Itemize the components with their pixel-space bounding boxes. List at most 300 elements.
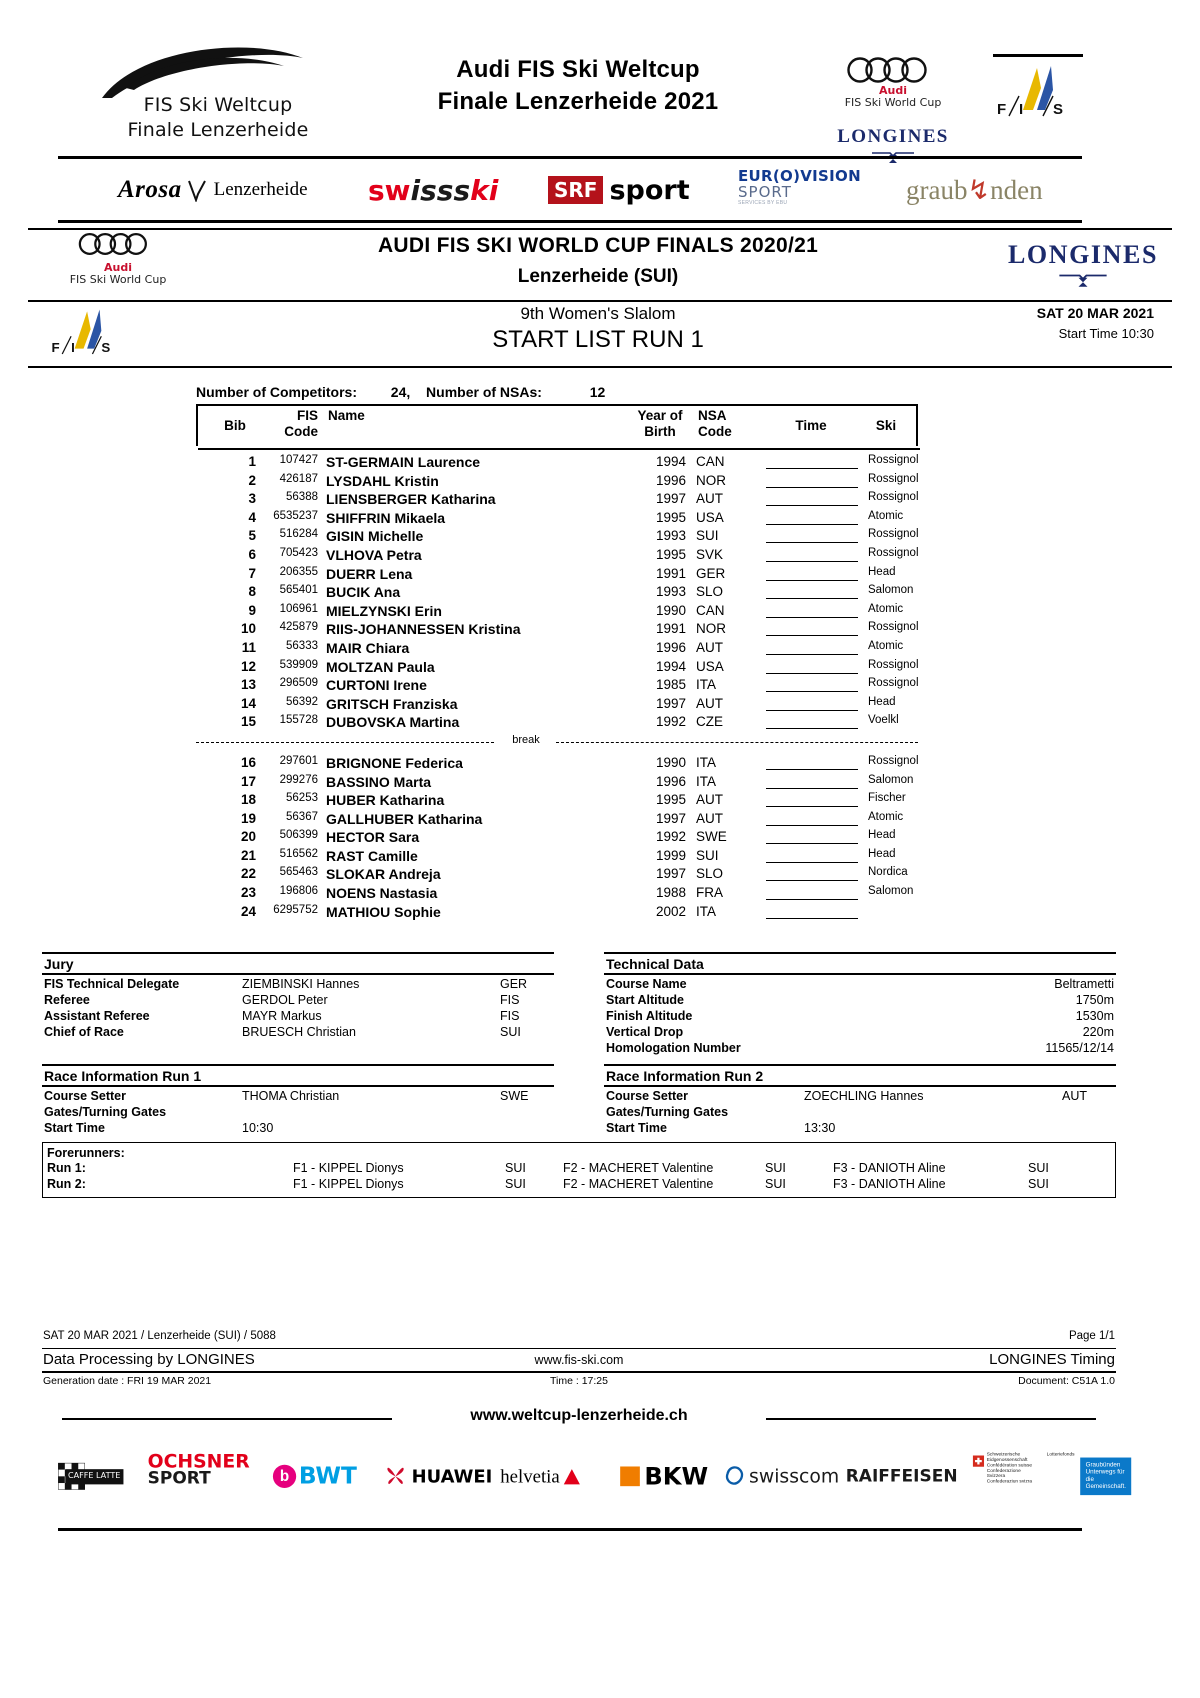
column-header-yob-2: Birth bbox=[644, 424, 676, 439]
rule-under-sponsors bbox=[58, 220, 1082, 223]
ochsner-line2: SPORT bbox=[147, 1468, 211, 1488]
rule-under-header bbox=[58, 156, 1082, 159]
athlete-time-blank[interactable] bbox=[766, 866, 858, 881]
eurovision-line1: EUR(O)VISION bbox=[738, 167, 861, 185]
table-header bbox=[196, 404, 918, 446]
athlete-bib: 15 bbox=[240, 714, 256, 730]
athlete-nsa-code: CAN bbox=[696, 454, 725, 469]
athlete-year-of-birth: 1985 bbox=[655, 677, 686, 693]
athlete-bib: 8 bbox=[248, 584, 256, 600]
top-sponsor-band bbox=[58, 162, 1082, 218]
athlete-name: SLOKAR Andreja bbox=[326, 866, 441, 883]
venue-title: Lenzerheide (SUI) bbox=[517, 266, 679, 287]
athlete-name: RAST Camille bbox=[326, 847, 418, 864]
athlete-ski-brand: Rossignol bbox=[868, 658, 919, 671]
jury-row bbox=[42, 1009, 554, 1025]
race-info-label: Gates/Turning Gates bbox=[44, 1104, 167, 1119]
athlete-fis-code: 297601 bbox=[279, 754, 318, 767]
graubunden-box-line3: Gemeinschaft. bbox=[1085, 1483, 1126, 1490]
technical-data-panel bbox=[604, 952, 1116, 1057]
jury-person: GERDOL Peter bbox=[242, 992, 328, 1007]
athlete-fis-code: 56333 bbox=[286, 639, 318, 652]
audi-logo-title bbox=[48, 232, 188, 286]
srf-sport-word: sport bbox=[609, 174, 690, 206]
website-rule-right bbox=[766, 1418, 1096, 1420]
nsa-label: Number of NSAs: bbox=[426, 384, 542, 400]
table-row bbox=[196, 510, 918, 529]
header-center-title bbox=[388, 54, 768, 118]
athlete-ski-brand: Rossignol bbox=[868, 621, 919, 634]
athlete-nsa-code: ITA bbox=[696, 754, 716, 770]
athlete-year-of-birth: 1995 bbox=[655, 792, 686, 808]
graubunden-ibex-icon: ↯ bbox=[967, 174, 991, 205]
athlete-nsa-code: ITA bbox=[696, 677, 716, 693]
fis-logo-title bbox=[48, 304, 128, 361]
svg-text:S: S bbox=[101, 340, 111, 356]
athlete-nsa-code: NOR bbox=[696, 472, 726, 488]
table-row bbox=[196, 904, 918, 923]
column-header-name: Name bbox=[328, 408, 365, 423]
race-info-label: Gates/Turning Gates bbox=[606, 1104, 729, 1119]
athlete-year-of-birth: 2002 bbox=[655, 903, 686, 919]
confederation-line3: Confederazione Svizzera bbox=[986, 1468, 1021, 1480]
athlete-nsa-code: AUT bbox=[696, 810, 723, 826]
eurovision-line2: SPORT bbox=[738, 183, 792, 201]
bkw-wordmark: BKW bbox=[644, 1462, 709, 1491]
table-row bbox=[196, 829, 918, 848]
forerunner-2-nation: SUI bbox=[765, 1161, 786, 1175]
athlete-bib: 9 bbox=[248, 602, 256, 618]
graubunden-box-line1: Graubünden bbox=[1085, 1462, 1121, 1469]
athlete-time-blank[interactable] bbox=[766, 792, 858, 807]
jury-person: ZIEMBINSKI Hannes bbox=[242, 976, 360, 991]
athlete-year-of-birth: 1994 bbox=[655, 658, 686, 674]
athlete-fis-code: 56388 bbox=[286, 491, 318, 504]
technical-data-value: 11565/12/14 bbox=[1045, 1040, 1114, 1055]
athlete-fis-code: 565463 bbox=[279, 866, 318, 879]
athlete-nsa-code: GER bbox=[696, 565, 726, 581]
race-information-run1-panel bbox=[42, 1064, 554, 1137]
race-info-run2-title: Race Information Run 2 bbox=[606, 1068, 764, 1084]
table-break-row bbox=[196, 733, 918, 753]
footer-website-fis[interactable]: www.fis-ski.com bbox=[534, 1353, 624, 1368]
table-row bbox=[196, 659, 918, 678]
break-line-right bbox=[556, 742, 918, 743]
bwt-wordmark: BWT bbox=[298, 1462, 357, 1490]
table-row bbox=[196, 584, 918, 603]
athlete-bib: 10 bbox=[240, 621, 256, 637]
athlete-name: VLHOVA Petra bbox=[326, 546, 422, 563]
fis-logo-header bbox=[993, 54, 1083, 123]
column-header-yob-1: Year of bbox=[637, 408, 683, 423]
athlete-name: BASSINO Marta bbox=[326, 773, 432, 790]
forerunner-1-nation: SUI bbox=[505, 1177, 526, 1191]
athlete-ski-brand: Rossignol bbox=[868, 472, 919, 485]
bottom-rule bbox=[58, 1528, 1082, 1531]
athlete-year-of-birth: 1992 bbox=[655, 829, 686, 845]
swissski-part3: ki bbox=[470, 173, 499, 207]
competitor-summary bbox=[196, 384, 605, 400]
column-header-fis-1: FIS bbox=[296, 408, 318, 423]
athlete-name: MOLTZAN Paula bbox=[326, 658, 435, 675]
column-header-bib: Bib bbox=[224, 418, 246, 433]
athlete-ski-brand: Salomon bbox=[868, 584, 914, 597]
website-band bbox=[42, 1405, 1116, 1435]
lenzerheide-swoosh-icon bbox=[98, 42, 338, 100]
athlete-name: LIENSBERGER Katharina bbox=[326, 491, 496, 508]
technical-data-row bbox=[604, 1041, 1116, 1057]
athlete-year-of-birth: 1995 bbox=[655, 509, 686, 525]
race-info-label: Course Setter bbox=[44, 1088, 126, 1103]
jury-nation: FIS bbox=[500, 1008, 520, 1023]
athlete-year-of-birth: 1996 bbox=[655, 639, 686, 655]
footer-row-3 bbox=[42, 1373, 1116, 1390]
race-info-label: Start Time bbox=[44, 1120, 105, 1135]
footer-data-processing: Data Processing by LONGINES bbox=[43, 1351, 255, 1369]
confederation-line1: Schweizerische Eidgenossenschaft bbox=[986, 1452, 1028, 1463]
athlete-ski-brand: Head bbox=[868, 695, 896, 708]
athlete-bib: 2 bbox=[248, 472, 256, 488]
forerunner-1-nation: SUI bbox=[505, 1161, 526, 1175]
huawei-wordmark: HUAWEI bbox=[411, 1465, 493, 1488]
column-header-ski: Ski bbox=[875, 418, 897, 433]
jury-panel bbox=[42, 952, 554, 1041]
athlete-fis-code: 6535237 bbox=[273, 509, 318, 522]
athlete-bib: 11 bbox=[241, 639, 256, 655]
athlete-time-blank[interactable] bbox=[766, 755, 858, 770]
swissski-part2: isss bbox=[410, 173, 471, 207]
longines-logo-header bbox=[828, 126, 958, 165]
forerunner-row bbox=[43, 1161, 1115, 1177]
forerunner-3-name: F3 - DANIOTH Aline bbox=[833, 1177, 946, 1191]
athlete-fis-code: 299276 bbox=[279, 773, 318, 786]
athlete-time-blank[interactable] bbox=[766, 510, 858, 525]
jury-row bbox=[42, 977, 554, 993]
athlete-name: MAIR Chiara bbox=[326, 639, 410, 656]
forerunner-1-name: F1 - KIPPEL Dionys bbox=[293, 1177, 404, 1191]
athlete-fis-code: 56367 bbox=[286, 810, 318, 823]
athlete-fis-code: 516284 bbox=[279, 528, 318, 541]
footer-row-2 bbox=[42, 1349, 1116, 1371]
fis-flame-icon bbox=[48, 304, 128, 356]
start-list-heading: START LIST RUN 1 bbox=[492, 326, 704, 353]
jury-role: Chief of Race bbox=[44, 1024, 124, 1039]
athlete-bib: 18 bbox=[240, 792, 256, 808]
sponsor-eurovision-sport bbox=[738, 168, 861, 212]
athlete-bib: 21 bbox=[240, 847, 256, 863]
athlete-time-blank[interactable] bbox=[766, 491, 858, 506]
fis-flame-icon bbox=[993, 60, 1083, 118]
athlete-ski-brand: Rossignol bbox=[868, 528, 919, 541]
athlete-year-of-birth: 1988 bbox=[655, 885, 686, 901]
athlete-year-of-birth: 1990 bbox=[655, 602, 686, 618]
sponsor-caffe-latte bbox=[58, 1452, 123, 1500]
confederation-line2: Confédération suisse bbox=[986, 1462, 1033, 1469]
lenzerheide-logo-line2: Finale Lenzerheide bbox=[127, 119, 309, 141]
athlete-bib: 6 bbox=[248, 546, 256, 562]
graubunden-box bbox=[1080, 1458, 1131, 1496]
sponsor-bkw bbox=[620, 1452, 708, 1500]
eurovision-line3: SERVICES BY EBU bbox=[738, 200, 788, 206]
event-row bbox=[28, 302, 1172, 358]
athlete-time-blank[interactable] bbox=[766, 640, 858, 655]
title-block bbox=[28, 228, 1172, 288]
race-info-value: 13:30 bbox=[804, 1120, 836, 1135]
athlete-ski-brand: Rossignol bbox=[868, 754, 919, 767]
athlete-year-of-birth: 1993 bbox=[655, 584, 686, 600]
table-row bbox=[196, 792, 918, 811]
athlete-bib: 17 bbox=[240, 773, 256, 789]
jury-role: FIS Technical Delegate bbox=[44, 976, 180, 991]
ochsner-line1: OCHSNER bbox=[147, 1450, 250, 1472]
athlete-nsa-code: ITA bbox=[696, 903, 716, 919]
event-website[interactable]: www.weltcup-lenzerheide.ch bbox=[470, 1407, 688, 1424]
sponsor-swiss-ski bbox=[368, 168, 498, 212]
athlete-ski-brand: Atomic bbox=[868, 639, 904, 652]
athlete-fis-code: 705423 bbox=[279, 546, 318, 559]
srf-mark: SRF bbox=[548, 176, 603, 204]
race-date: SAT 20 MAR 2021 bbox=[1036, 305, 1154, 321]
bottom-sponsor-band bbox=[42, 1445, 1126, 1515]
athlete-name: SHIFFRIN Mikaela bbox=[326, 509, 446, 526]
table-row bbox=[196, 640, 918, 659]
athlete-name: CURTONI Irene bbox=[326, 677, 427, 694]
athlete-time-blank[interactable] bbox=[766, 885, 858, 900]
athlete-ski-brand: Rossignol bbox=[868, 677, 919, 690]
forerunners-title: Forerunners: bbox=[47, 1146, 125, 1160]
athlete-bib: 4 bbox=[248, 509, 256, 525]
bkw-square-icon bbox=[620, 1466, 640, 1486]
athlete-bib: 7 bbox=[248, 565, 256, 581]
huawei-flower-icon bbox=[384, 1465, 407, 1488]
athlete-name: ST-GERMAIN Laurence bbox=[326, 454, 481, 470]
helvetia-triangle-icon bbox=[564, 1469, 580, 1484]
jury-person: MAYR Markus bbox=[242, 1008, 322, 1023]
athlete-bib: 23 bbox=[240, 885, 256, 901]
athlete-ski-brand: Salomon bbox=[868, 773, 914, 786]
svg-text:I: I bbox=[71, 340, 75, 356]
athlete-year-of-birth: 1991 bbox=[655, 565, 686, 581]
athlete-ski-brand: Rossignol bbox=[868, 491, 919, 504]
audi-sublabel: FIS Ski World Cup bbox=[69, 273, 167, 286]
audi-rings-icon bbox=[76, 232, 160, 256]
lenzerheide-logo bbox=[98, 42, 338, 152]
athlete-ski-brand: Atomic bbox=[868, 509, 904, 522]
graubunden-box-line2: Unterwegs für die bbox=[1085, 1469, 1125, 1483]
technical-data-label: Course Name bbox=[606, 976, 687, 991]
athlete-nsa-code: USA bbox=[696, 658, 724, 674]
athlete-time-blank[interactable] bbox=[766, 454, 858, 469]
forerunner-run-label: Run 1: bbox=[47, 1161, 86, 1175]
confederation-line4: Confederaziun svizra bbox=[986, 1479, 1033, 1485]
athlete-name: GALLHUBER Katharina bbox=[326, 810, 483, 827]
jury-role: Referee bbox=[44, 992, 90, 1007]
athlete-fis-code: 539909 bbox=[279, 658, 318, 671]
jury-nation: GER bbox=[500, 976, 528, 991]
race-info-run2-row bbox=[604, 1121, 1116, 1137]
athlete-name: NOENS Nastasia bbox=[326, 885, 438, 902]
athlete-nsa-code: SLO bbox=[696, 584, 724, 600]
athlete-ski-brand: Salomon bbox=[868, 885, 914, 898]
athlete-time-blank[interactable] bbox=[766, 829, 858, 844]
technical-data-label: Homologation Number bbox=[606, 1040, 741, 1055]
athlete-fis-code: 296509 bbox=[279, 677, 318, 690]
athlete-time-blank[interactable] bbox=[766, 714, 858, 729]
athlete-fis-code: 6295752 bbox=[273, 903, 318, 916]
athlete-nsa-code: SUI bbox=[696, 528, 719, 544]
athlete-bib: 5 bbox=[248, 528, 256, 544]
athlete-bib: 22 bbox=[240, 866, 256, 882]
athlete-fis-code: 155728 bbox=[279, 714, 318, 727]
technical-data-title: Technical Data bbox=[606, 956, 704, 972]
forerunner-2-name: F2 - MACHERET Valentine bbox=[563, 1177, 714, 1191]
athlete-year-of-birth: 1994 bbox=[655, 454, 686, 469]
athlete-name: GRITSCH Franziska bbox=[326, 695, 458, 712]
forerunner-row bbox=[43, 1177, 1115, 1193]
athlete-bib: 12 bbox=[240, 658, 256, 674]
race-info-value: ZOECHLING Hannes bbox=[804, 1088, 924, 1103]
footer-document-id: Document: C51A 1.0 bbox=[1018, 1374, 1115, 1387]
athlete-nsa-code: AUT bbox=[696, 792, 723, 808]
svg-text:I: I bbox=[1019, 101, 1024, 118]
sponsor-srf-sport bbox=[548, 168, 690, 212]
athlete-time-blank[interactable] bbox=[766, 811, 858, 826]
table-row bbox=[196, 696, 918, 715]
athlete-name: HECTOR Sara bbox=[326, 829, 420, 846]
athlete-time-blank[interactable] bbox=[766, 603, 858, 618]
column-header-nsa-2: Code bbox=[698, 424, 732, 439]
arosa-wordmark: Arosa bbox=[118, 176, 182, 203]
technical-data-label: Vertical Drop bbox=[606, 1024, 684, 1039]
technical-data-value: 220m bbox=[1082, 1024, 1114, 1039]
forerunner-3-nation: SUI bbox=[1028, 1161, 1049, 1175]
athlete-year-of-birth: 1997 bbox=[655, 866, 686, 882]
race-start-time: Start Time 10:30 bbox=[1058, 326, 1154, 341]
athlete-year-of-birth: 1993 bbox=[655, 528, 686, 544]
audi-label: Audi bbox=[104, 261, 132, 274]
confederation-text bbox=[987, 1452, 1034, 1484]
athlete-year-of-birth: 1997 bbox=[655, 491, 686, 507]
athlete-time-blank[interactable] bbox=[766, 584, 858, 599]
forerunner-2-nation: SUI bbox=[765, 1177, 786, 1191]
column-header-fis-2: Code bbox=[284, 424, 318, 439]
athlete-ski-brand: Head bbox=[868, 847, 896, 860]
athlete-bib: 3 bbox=[248, 491, 256, 507]
athlete-ski-brand: Fischer bbox=[868, 792, 906, 805]
athlete-time-blank[interactable] bbox=[766, 677, 858, 692]
athlete-bib: 1 bbox=[248, 454, 256, 469]
forerunner-run-label: Run 2: bbox=[47, 1177, 86, 1191]
table-row bbox=[196, 774, 918, 793]
athlete-fis-code: 425879 bbox=[279, 621, 318, 634]
athlete-ski-brand: Rossignol bbox=[868, 546, 919, 559]
longines-wordmark: LONGINES bbox=[837, 126, 949, 147]
athlete-ski-brand: Atomic bbox=[868, 602, 904, 615]
jury-row bbox=[42, 1025, 554, 1041]
race-info-value: 10:30 bbox=[242, 1120, 274, 1135]
sponsor-arosa-lenzerheide bbox=[118, 168, 308, 212]
footer-page-number: Page 1/1 bbox=[1068, 1330, 1115, 1342]
swiss-cross-icon bbox=[973, 1452, 984, 1470]
race-info-run1-row bbox=[42, 1089, 554, 1105]
athlete-year-of-birth: 1997 bbox=[655, 810, 686, 826]
table-row bbox=[196, 677, 918, 696]
athlete-fis-code: 196806 bbox=[279, 885, 318, 898]
athlete-time-blank[interactable] bbox=[766, 904, 858, 919]
athlete-year-of-birth: 1992 bbox=[655, 714, 686, 730]
athlete-time-blank[interactable] bbox=[766, 621, 858, 636]
technical-data-row bbox=[604, 1009, 1116, 1025]
table-row bbox=[196, 755, 918, 774]
table-row bbox=[196, 454, 918, 473]
athlete-time-blank[interactable] bbox=[766, 566, 858, 581]
athlete-time-blank[interactable] bbox=[766, 547, 858, 562]
technical-data-label: Finish Altitude bbox=[606, 1008, 693, 1023]
table-row bbox=[196, 566, 918, 585]
graubunden-part2: nden bbox=[990, 174, 1043, 205]
athlete-nsa-code: FRA bbox=[696, 885, 723, 901]
table-body-first-group bbox=[196, 446, 918, 733]
table-row bbox=[196, 811, 918, 830]
footer-timing: LONGINES Timing bbox=[989, 1351, 1115, 1369]
athlete-nsa-code: USA bbox=[696, 509, 724, 525]
athlete-time-blank[interactable] bbox=[766, 774, 858, 789]
athlete-nsa-code: CZE bbox=[696, 714, 723, 730]
footer-race-ref: SAT 20 MAR 2021 / Lenzerheide (SUI) / 5088 bbox=[43, 1330, 276, 1342]
technical-data-row bbox=[604, 1025, 1116, 1041]
athlete-nsa-code: SLO bbox=[696, 866, 724, 882]
athlete-time-blank[interactable] bbox=[766, 848, 858, 863]
column-header-nsa-1: NSA bbox=[698, 408, 727, 423]
athlete-year-of-birth: 1991 bbox=[655, 621, 686, 637]
technical-data-label: Start Altitude bbox=[606, 992, 685, 1007]
athlete-fis-code: 107427 bbox=[279, 454, 318, 466]
athlete-time-blank[interactable] bbox=[766, 528, 858, 543]
sponsor-helvetia bbox=[500, 1452, 580, 1500]
sponsor-bwt bbox=[273, 1452, 357, 1500]
race-info-label: Start Time bbox=[606, 1120, 667, 1135]
athlete-name: DUERR Lena bbox=[326, 565, 413, 582]
race-info-value: THOMA Christian bbox=[242, 1088, 340, 1103]
athlete-name: BRIGNONE Federica bbox=[326, 754, 463, 771]
race-info-run2-row bbox=[604, 1105, 1116, 1121]
athlete-time-blank[interactable] bbox=[766, 696, 858, 711]
athlete-year-of-birth: 1990 bbox=[655, 754, 686, 770]
swisscom-lifeform-icon bbox=[724, 1466, 745, 1487]
athlete-year-of-birth: 1995 bbox=[655, 546, 686, 562]
athlete-bib: 14 bbox=[240, 695, 256, 711]
athlete-time-blank[interactable] bbox=[766, 473, 858, 488]
table-row bbox=[196, 714, 918, 733]
footer bbox=[42, 1330, 1116, 1390]
athlete-fis-code: 516562 bbox=[279, 847, 318, 860]
athlete-name: LYSDAHL Kristin bbox=[326, 472, 439, 489]
race-info-run2-row bbox=[604, 1089, 1116, 1105]
table-row bbox=[196, 621, 918, 640]
audi-sublabel: FIS Ski World Cup bbox=[844, 96, 942, 109]
sponsor-ochsner-sport bbox=[148, 1452, 250, 1500]
athlete-time-blank[interactable] bbox=[766, 659, 858, 674]
header-band bbox=[58, 34, 1082, 154]
helvetia-wordmark: helvetia bbox=[500, 1465, 560, 1487]
arosa-peak-icon bbox=[186, 178, 208, 202]
page-title: AUDI FIS SKI WORLD CUP FINALS 2020/21 bbox=[377, 234, 819, 257]
title-block-bottom-rule bbox=[28, 366, 1172, 368]
race-info-run1-title: Race Information Run 1 bbox=[44, 1068, 202, 1084]
header-title-line1: Audi FIS Ski Weltcup bbox=[456, 56, 700, 83]
raiffeisen-wordmark: RAIFFEISEN bbox=[845, 1466, 958, 1487]
athlete-ski-brand: Voelkl bbox=[868, 714, 899, 727]
